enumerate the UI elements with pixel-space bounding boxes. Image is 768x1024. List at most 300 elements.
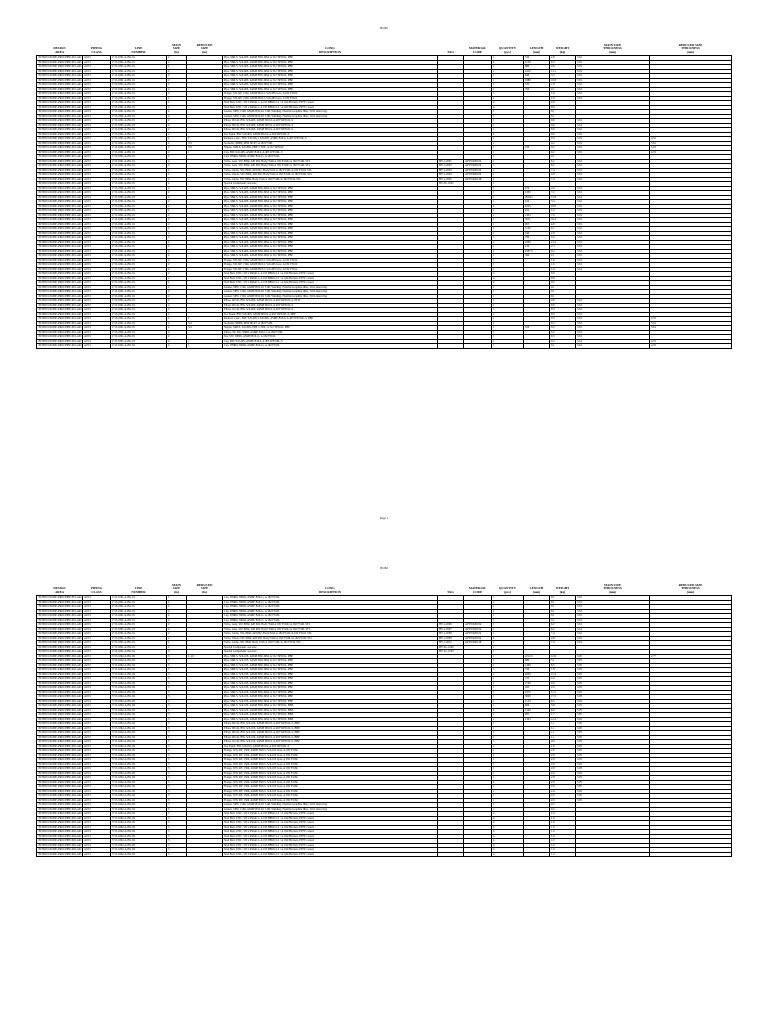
cell-main-thickness: 3.91 (576, 204, 650, 209)
cell-tag (438, 344, 464, 349)
cell-main-size: 2 (167, 146, 187, 151)
cell-long-description: Valve, Globe, SW, 800#, Body Trim A 182 F316L/A 182 F316L STL (223, 177, 438, 182)
cell-design-area: /SITE001/ZONE-PR01/PIPE-001-A01 (38, 92, 82, 96)
cell-piping-class: A1N1 (83, 776, 111, 781)
cell-length: 2918.5 (524, 195, 550, 200)
column-header-label: LENGTH (529, 46, 544, 51)
cell-weight: 7.4 (550, 168, 576, 173)
cell-design-area: /SITE001/ZONE-PR01/PIPE-002-A01 (38, 735, 82, 739)
cell-design-area: /SITE001/ZONE-PR01/PIPE-002-A01 (38, 708, 82, 712)
cell-main-size: 2 (167, 632, 187, 637)
cell-line-number: 2"-P-1001-A1N1-01 (111, 191, 167, 196)
cell-main-thickness: 3.91 (576, 150, 650, 155)
cell-quantity: 4 (492, 105, 524, 110)
cell-line-number: 2"-P-1001-A1N1-01 (111, 74, 167, 79)
cell-weight: 0.6 (550, 740, 576, 745)
cell-design-area: /SITE001/ZONE-PR01/PIPE-001-A01 (38, 204, 82, 208)
cell-quantity: 1 (492, 731, 524, 736)
cell-main-size: 2 (167, 641, 187, 646)
cell-weight: 1.6 (550, 744, 576, 749)
column-header-label: LINE (134, 46, 143, 51)
cell-design-area: /SITE001/ZONE-PR01/PIPE-002-A01 (38, 699, 82, 703)
cell-line-number: 2"-P-1001-A1N1-01 (111, 218, 167, 223)
cell-long-description: Pipe, SMLS, Sch.40S, ASME B36.19M, A 312 TP316L, PBE (223, 254, 438, 259)
cell-line-number: 3"-P-1002-A1N1-02 (111, 744, 167, 749)
cell-tag: HV-1-2006 (438, 623, 464, 628)
cell-main-size: 2 (167, 614, 187, 619)
cell-reduced-thickness: 4.55 (650, 344, 732, 349)
column-header-label: MAIN (172, 42, 181, 47)
cell-weight: 0.1 (550, 114, 576, 119)
cell-main-thickness: 3.91 (576, 303, 650, 308)
cell-line-number: 3"-P-1002-A1N1-02 (111, 843, 167, 848)
cell-length: 610 (524, 200, 550, 205)
cell-piping-class: A1N1 (83, 821, 111, 826)
cell-quantity: 1 (492, 182, 524, 187)
cell-long-description: Valve, Gate, SW, 800#, API 602, Body/Trim A 182 F316L/A 182 F316L STL (223, 164, 438, 169)
cell-main-size: 2 (167, 618, 187, 623)
cell-piping-class: A1N1 (83, 83, 111, 88)
cell-line-number: 2"-P-1001-A1N1-01 (111, 119, 167, 124)
cell-long-description: Stud Bolt, UNC, 5/8 x 95mm L, A 193 B8M Cl.2 / A 194 8M nuts, PTFE coated (223, 852, 438, 857)
cell-quantity: 1 (492, 245, 524, 250)
cell-long-description: Valve, Gate, SW, 800#, API 602, Body/Trim A 182 F316L/A 182 F316L STL (223, 623, 438, 628)
cell-piping-class: A1N1 (83, 672, 111, 677)
cell-weight: 2.9 (550, 780, 576, 785)
cell-line-number: 3"-P-1002-A1N1-02 (111, 789, 167, 794)
cell-design-area: /SITE001/ZONE-PR01/PIPE-002-A01 (38, 803, 82, 807)
cell-quantity: 1 (492, 164, 524, 169)
cell-line-number: 3"-P-1002-A1N1-02 (111, 848, 167, 853)
cell-quantity: 1 (492, 605, 524, 610)
column-header (187, 578, 223, 596)
column-header (111, 38, 167, 56)
cell-design-area: /SITE001/ZONE-PR01/PIPE-001-A01 (38, 605, 82, 609)
cell-main-thickness: 3.91 (576, 218, 650, 223)
column-header-unit: (mm) (686, 49, 695, 54)
cell-main-size: 2 (167, 627, 187, 632)
cell-design-area: /SITE001/ZONE-PR01/PIPE-001-A01 (38, 60, 82, 64)
cell-line-number: 2"-P-1001-A1N1-01 (111, 281, 167, 286)
cell-main-size: 2 (167, 281, 187, 286)
cell-tag: HV-SC-1003 (438, 650, 464, 655)
cell-piping-class: A1N1 (83, 654, 111, 659)
column-header-sublabel: CODE (472, 589, 483, 594)
cell-quantity: 1 (492, 789, 524, 794)
cell-long-description: Stud Bolt, UNC, 5/8 x 95mm L, A 193 B8M Cl.2 / A 194 8M nuts, PTFE coated (223, 825, 438, 830)
cell-design-area: /SITE001/ZONE-PR01/PIPE-002-A01 (38, 798, 82, 802)
cell-piping-class: A1N1 (83, 744, 111, 749)
cell-line-number: 2"-P-1001-A1N1-01 (111, 213, 167, 218)
cell-weight: 1.0 (550, 843, 576, 848)
cell-length: 3011 (524, 218, 550, 223)
cell-weight: 0.1 (550, 285, 576, 290)
cell-design-area: /SITE001/ZONE-PR01/PIPE-001-A01 (38, 618, 82, 622)
cell-line-number: 2"-P-1001-A1N1-01 (111, 159, 167, 164)
cell-line-number: 2"-P-1001-A1N1-01 (111, 114, 167, 119)
cell-design-area: /SITE001/ZONE-PR01/PIPE-002-A01 (38, 780, 82, 784)
cell-long-description: Pipe, SMLS, Sch.40S, ASME B36.19M, A 312 TP316L, PBE (223, 74, 438, 79)
cell-piping-class: A1N1 (83, 614, 111, 619)
cell-weight: 0.2 (550, 807, 576, 812)
cell-tag: HV-1-2010 (438, 641, 464, 646)
cell-material-code: AVSW020104 (464, 159, 492, 164)
cell-length: 2650 (524, 672, 550, 677)
cell-length: 660 (524, 704, 550, 709)
cell-long-description: Elbow 90 LR, BW, Sch.40S, ASME B16.9, A 403 WP316L-S, PTW (223, 299, 438, 304)
cell-quantity: 4 (492, 821, 524, 826)
cell-main-size: 2 (167, 78, 187, 83)
cell-long-description: Flange, SW, RF, 150#, ASME B16.5, Sch.40S bore, A 182 F316L (223, 267, 438, 272)
cell-main-thickness: 3.05 (576, 695, 650, 700)
cell-reduced-size: 3/4 (187, 326, 223, 331)
cell-quantity: 1 (492, 78, 524, 83)
cell-weight: 1.0 (550, 816, 576, 821)
cell-weight: 15.4 (550, 672, 576, 677)
cell-main-size: 2 (167, 609, 187, 614)
cell-design-area: /SITE001/ZONE-PR01/PIPE-002-A01 (38, 740, 82, 744)
cell-main-size: 3 (167, 839, 187, 844)
cell-main-size: 3 (167, 704, 187, 709)
cell-long-description: Pipe, SMLS, Sch.10S, ASME B36.19M, A 312 TP316L, PBE (223, 681, 438, 686)
cell-material-code: AVSW020104 (464, 168, 492, 173)
cell-main-thickness: 3.91 (576, 312, 650, 317)
cell-quantity: 1 (492, 744, 524, 749)
cell-line-number: 3"-P-1002-A1N1-02 (111, 668, 167, 673)
cell-long-description: Pipe, SMLS, Sch.40S, ASME B36.19M, A 312 TP316L, PBE (223, 249, 438, 254)
cell-piping-class: A1N1 (83, 74, 111, 79)
column-header-unit: (in) (202, 589, 207, 594)
cell-main-size: 2 (167, 92, 187, 97)
cell-reduced-size: 1 (187, 150, 223, 155)
cell-quantity: 4 (492, 830, 524, 835)
cell-quantity: 1 (492, 119, 524, 124)
cell-weight: 8.9 (550, 708, 576, 713)
column-header-label: QUANTITY (498, 46, 517, 51)
cell-reduced-thickness: 3.91 (650, 326, 732, 331)
column-header-sublabel: NUMBER (131, 49, 146, 54)
cell-piping-class: A1N1 (83, 807, 111, 812)
cell-main-size: 3 (167, 731, 187, 736)
cell-main-size: 3 (167, 789, 187, 794)
cell-piping-class: A1N1 (83, 137, 111, 142)
cell-piping-class: A1N1 (83, 132, 111, 137)
cell-piping-class: A1N1 (83, 645, 111, 650)
cell-design-area: /SITE001/ZONE-PR01/PIPE-001-A01 (38, 245, 82, 249)
cell-line-number: 3"-P-1002-A1N1-02 (111, 699, 167, 704)
column-header (223, 578, 438, 596)
cell-main-size: 2 (167, 182, 187, 187)
cell-main-size: 2 (167, 303, 187, 308)
cell-main-size: 2 (167, 330, 187, 335)
cell-weight: 1.1 (550, 731, 576, 736)
cell-main-size: 2 (167, 132, 187, 137)
cell-quantity: 1 (492, 659, 524, 664)
cell-line-number: 3"-P-1002-A1N1-02 (111, 776, 167, 781)
cell-piping-class: A1N1 (83, 236, 111, 241)
cell-piping-class: A1N1 (83, 123, 111, 128)
cell-main-size: 3 (167, 785, 187, 790)
cell-tag: HV-1-2001 (438, 159, 464, 164)
cell-line-number: 3"-P-1002-A1N1-02 (111, 749, 167, 754)
cell-weight: 12.8 (550, 654, 576, 659)
cell-piping-class: A1N1 (83, 285, 111, 290)
cell-main-size: 2 (167, 276, 187, 281)
cell-length: 1150 (524, 60, 550, 65)
cell-main-thickness: 3.05 (576, 722, 650, 727)
cell-quantity: 1 (492, 191, 524, 196)
cell-length: 100 (524, 326, 550, 331)
cell-length: 470 (524, 186, 550, 191)
cell-line-number: 2"-P-1001-A1N1-01 (111, 177, 167, 182)
cell-weight: 1.8 (550, 668, 576, 673)
cell-quantity: 1 (492, 186, 524, 191)
cell-design-area: /SITE001/ZONE-PR01/PIPE-001-A01 (38, 182, 82, 186)
cell-quantity: 4 (492, 816, 524, 821)
column-header (167, 38, 187, 56)
column-header-sublabel: (mm) (532, 589, 541, 594)
column-header (83, 38, 111, 56)
cell-design-area: /SITE001/ZONE-PR01/PIPE-001-A01 (38, 636, 82, 640)
cell-length: 2260 (524, 240, 550, 245)
cell-main-size: 2 (167, 173, 187, 178)
cell-piping-class: A1N1 (83, 231, 111, 236)
cell-line-number: 3"-P-1002-A1N1-02 (111, 740, 167, 745)
cell-long-description: Stud Bolt, UNC, 5/8 x 90mm L, A 193 B8M Cl.2 / A 194 8M nuts, PTFE coated (223, 281, 438, 286)
cell-weight: 8.5 (550, 663, 576, 668)
cell-weight: 6.2 (550, 623, 576, 628)
cell-long-description: Pipe, SMLS, Sch.40S, ASME B36.19M, A 312 TP316L, PBE (223, 204, 438, 209)
cell-long-description: Cap, THRD, 3000#, ASME B16.11, A 182 F316L (223, 596, 438, 601)
column-header (576, 38, 650, 56)
cell-material-code (464, 344, 492, 349)
cell-main-thickness: 3.05 (576, 699, 650, 704)
cell-main-thickness: 3.91 (576, 609, 650, 614)
cell-quantity: 1 (492, 321, 524, 326)
cell-design-area: /SITE001/ZONE-PR01/PIPE-001-A01 (38, 114, 82, 118)
cell-piping-class: A1N1 (83, 726, 111, 731)
cell-line-number: 2"-P-1001-A1N1-01 (111, 272, 167, 277)
cell-weight: 10.0 (550, 204, 576, 209)
cell-weight: 0.1 (550, 155, 576, 160)
cell-quantity: 1 (492, 132, 524, 137)
cell-main-thickness: 3.91 (576, 137, 650, 142)
cell-line-number: 2"-P-1001-A1N1-01 (111, 290, 167, 295)
cell-design-area: /SITE001/ZONE-PR01/PIPE-001-A01 (38, 168, 82, 172)
cell-design-area: /SITE001/ZONE-PR01/PIPE-002-A01 (38, 681, 82, 685)
cell-length: 1845 (524, 204, 550, 209)
cell-long-description: Pipe, SMLS, Sch.40S, ASME B36.19M, A 312 TP316L, PBE (223, 78, 438, 83)
cell-line-number: 2"-P-1001-A1N1-01 (111, 636, 167, 641)
cell-piping-class: A1N1 (83, 69, 111, 74)
column-header-unit: (mm) (608, 49, 617, 54)
cell-tag: HV-1-2008 (438, 632, 464, 637)
cell-line-number: 3"-P-1002-A1N1-02 (111, 731, 167, 736)
cell-length: 880 (524, 65, 550, 70)
cell-quantity: 1 (492, 740, 524, 745)
cell-long-description: Pipe, SMLS, Sch.40S, ASME B36.19M, A 312 TP316L, PBE (223, 231, 438, 236)
document-title: BOM (380, 26, 388, 30)
cell-long-description: Pipe, SMLS, Sch.40S, ASME B36.19M, A 312 TP316L, PBE (223, 87, 438, 92)
cell-design-area: /SITE001/ZONE-PR01/PIPE-001-A01 (38, 627, 82, 631)
cell-design-area: /SITE001/ZONE-PR01/PIPE-001-A01 (38, 56, 82, 60)
cell-line-number: 2"-P-1001-A1N1-01 (111, 240, 167, 245)
cell-long-description: Pipe, SMLS, Sch.10S, ASME B36.19M, A 312 TP316L, PBE (223, 686, 438, 691)
cell-piping-class: A1N1 (83, 141, 111, 146)
cell-main-size: 3 (167, 762, 187, 767)
cell-line-number: 3"-P-1002-A1N1-02 (111, 690, 167, 695)
cell-design-area: /SITE001/ZONE-PR01/PIPE-001-A01 (38, 240, 82, 244)
cell-length: 760 (524, 87, 550, 92)
cell-long-description: Elbow 90 LR, BW, Sch.10S, ASME B16.9, A 403 WP316L-S, BBE (223, 726, 438, 731)
cell-line-number: 3"-P-1002-A1N1-02 (111, 663, 167, 668)
cell-weight: 0.3 (550, 335, 576, 340)
cell-weight: 0.1 (550, 609, 576, 614)
cell-quantity: 1 (492, 294, 524, 299)
cell-reduced-thickness (650, 852, 732, 857)
cell-design-area: /SITE001/ZONE-PR01/PIPE-002-A01 (38, 830, 82, 834)
cell-main-thickness: 3.05 (576, 663, 650, 668)
cell-line-number: 2"-P-1001-A1N1-01 (111, 222, 167, 227)
cell-quantity: 1 (492, 713, 524, 718)
cell-weight: 0.9 (550, 101, 576, 106)
cell-main-thickness: 3.05 (576, 740, 650, 745)
cell-main-size: 2 (167, 159, 187, 164)
cell-long-description: Pipe, SMLS, Sch.40S, ASME B36.19M, A 312 TP316L, PBE (223, 200, 438, 205)
cell-quantity: 1 (492, 776, 524, 781)
cell-main-thickness: 3.91 (576, 69, 650, 74)
cell-weight: 11.5 (550, 690, 576, 695)
column-header-sublabel: SIZE (200, 46, 209, 51)
cell-line-number: 2"-P-1001-A1N1-01 (111, 303, 167, 308)
cell-long-description: Tee Equal, BW, Sch.40S, ASME B16.9, A 403 WP316L-S, PBE (223, 312, 438, 317)
cell-long-description: Nipple, SMLS, Sch.80S, PBE x TOE, A 312 TP316L (223, 146, 438, 151)
cell-main-thickness: 3.91 (576, 177, 650, 182)
cell-long-description: Stud Bolt, UNC, 5/8 x 95mm L, A 193 B8M Cl.2 / A 194 8M nuts, PTFE coated (223, 848, 438, 853)
column-header-unit: (mm) (608, 589, 617, 594)
cell-piping-class: A1N1 (83, 200, 111, 205)
cell-length: 2212.5 (524, 654, 550, 659)
cell-main-size: 3 (167, 713, 187, 718)
cell-main-size: 3 (167, 758, 187, 763)
cell-quantity: 1 (492, 218, 524, 223)
table-body (37, 596, 732, 857)
cell-line-number: 2"-P-1001-A1N1-01 (111, 312, 167, 317)
cell-line-number: 2"-P-1001-A1N1-01 (111, 249, 167, 254)
cell-piping-class: A1N1 (83, 749, 111, 754)
cell-main-thickness: 3.91 (576, 618, 650, 623)
cell-design-area: /SITE001/ZONE-PR01/PIPE-001-A01 (38, 623, 82, 627)
cell-design-area: /SITE001/ZONE-PR01/PIPE-001-A01 (38, 258, 82, 262)
cell-main-thickness: 3.91 (576, 159, 650, 164)
cell-piping-class: A1N1 (83, 623, 111, 628)
cell-main-size: 2 (167, 119, 187, 124)
cell-main-size: 2 (167, 335, 187, 340)
cell-line-number: 3"-P-1002-A1N1-02 (111, 794, 167, 799)
cell-weight: 1.6 (550, 258, 576, 263)
cell-tag: HV-1-2003 (438, 168, 464, 173)
cell-quantity: 1 (492, 258, 524, 263)
cell-line-number: 2"-P-1001-A1N1-01 (111, 276, 167, 281)
cell-line-number: 2"-P-1001-A1N1-01 (111, 600, 167, 605)
cell-reduced-thickness: 4.55 (650, 317, 732, 322)
cell-weight: 0.2 (550, 803, 576, 808)
cell-main-size: 3 (167, 830, 187, 835)
cell-main-thickness: 3.05 (576, 659, 650, 664)
cell-main-thickness: 3.91 (576, 344, 650, 349)
cell-weight: 0.6 (550, 299, 576, 304)
column-header-label: WEIGHT (555, 46, 570, 51)
cell-piping-class: A1N1 (83, 618, 111, 623)
cell-main-size: 2 (167, 645, 187, 650)
cell-main-thickness: 3.91 (576, 146, 650, 151)
cell-main-size: 3 (167, 663, 187, 668)
cell-weight: 6.2 (550, 159, 576, 164)
cell-main-size: 2 (167, 596, 187, 601)
cell-quantity: 1 (492, 690, 524, 695)
cell-tag (438, 852, 464, 857)
cell-piping-class: A1N1 (83, 173, 111, 178)
cell-long-description: Cap, THRD, 3000#, ASME B16.11, A 182 F316L (223, 614, 438, 619)
cell-main-thickness: 3.91 (576, 335, 650, 340)
cell-weight: 10.8 (550, 78, 576, 83)
cell-length: 310 (524, 668, 550, 673)
cell-quantity: 1 (492, 627, 524, 632)
table-header (37, 578, 732, 596)
cell-piping-class: A1N1 (83, 114, 111, 119)
cell-main-thickness: 3.05 (576, 758, 650, 763)
cell-long-description: Flange, WN, RF, 150#, ASME B16.5, Sch.10S bore, A 182 F316L (223, 789, 438, 794)
cell-long-description: Elbow 90 LR, BW, Sch.40S, ASME B16.9, A 403 WP316L-S (223, 303, 438, 308)
cell-quantity: 1 (492, 339, 524, 344)
cell-line-number: 2"-P-1001-A1N1-01 (111, 227, 167, 232)
cell-line-number: 3"-P-1002-A1N1-02 (111, 695, 167, 700)
cell-line-number: 2"-P-1001-A1N1-01 (111, 69, 167, 74)
cell-piping-class: A1N1 (83, 713, 111, 718)
cell-weight: 0.2 (550, 339, 576, 344)
cell-long-description: Flange, WN, RF, 150#, ASME B16.5, Sch.10S bore, A 182 F316L (223, 776, 438, 781)
cell-main-thickness: 3.91 (576, 195, 650, 200)
cell-line-number: 3"-P-1002-A1N1-02 (111, 717, 167, 722)
cell-design-area: /SITE001/ZONE-PR01/PIPE-001-A01 (38, 330, 82, 334)
cell-design-area: /SITE001/ZONE-PR01/PIPE-001-A01 (38, 177, 82, 181)
column-header (550, 38, 576, 56)
cell-design-area: /SITE001/ZONE-PR01/PIPE-001-A01 (38, 209, 82, 213)
cell-quantity: 1 (492, 641, 524, 646)
cell-main-thickness: 3.91 (576, 299, 650, 304)
cell-quantity: 1 (492, 87, 524, 92)
column-header-label: TAG (447, 49, 454, 54)
cell-design-area: /SITE001/ZONE-PR01/PIPE-001-A01 (38, 312, 82, 316)
cell-length: 640 (524, 74, 550, 79)
cell-long-description: Pipe, SMLS, Sch.40S, ASME B36.19M, A 312 TP316L, PBE (223, 213, 438, 218)
cell-design-area: /SITE001/ZONE-PR01/PIPE-001-A01 (38, 614, 82, 618)
column-header-label: MAIN SIZE (604, 42, 621, 47)
cell-piping-class: A1N1 (83, 209, 111, 214)
cell-main-thickness: 3.91 (576, 245, 650, 250)
cell-line-number: 2"-P-1001-A1N1-01 (111, 186, 167, 191)
cell-line-number: 3"-P-1002-A1N1-02 (111, 852, 167, 857)
cell-quantity: 1 (492, 326, 524, 331)
cell-weight: 1.0 (550, 821, 576, 826)
cell-piping-class: A1N1 (83, 816, 111, 821)
cell-long-description: Elbow 90 LR, BW, Sch.10S, ASME B16.9, A 403 WP316L-S, BBE (223, 722, 438, 727)
cell-design-area: /SITE001/ZONE-PR01/PIPE-002-A01 (38, 717, 82, 721)
cell-line-number: 3"-P-1002-A1N1-02 (111, 753, 167, 758)
cell-piping-class: A1N1 (83, 717, 111, 722)
cell-long-description: Flange, SW, RF, 150#, ASME B16.5, Sch.40S bore, A 182 F316L (223, 263, 438, 268)
cell-material-code (464, 852, 492, 857)
